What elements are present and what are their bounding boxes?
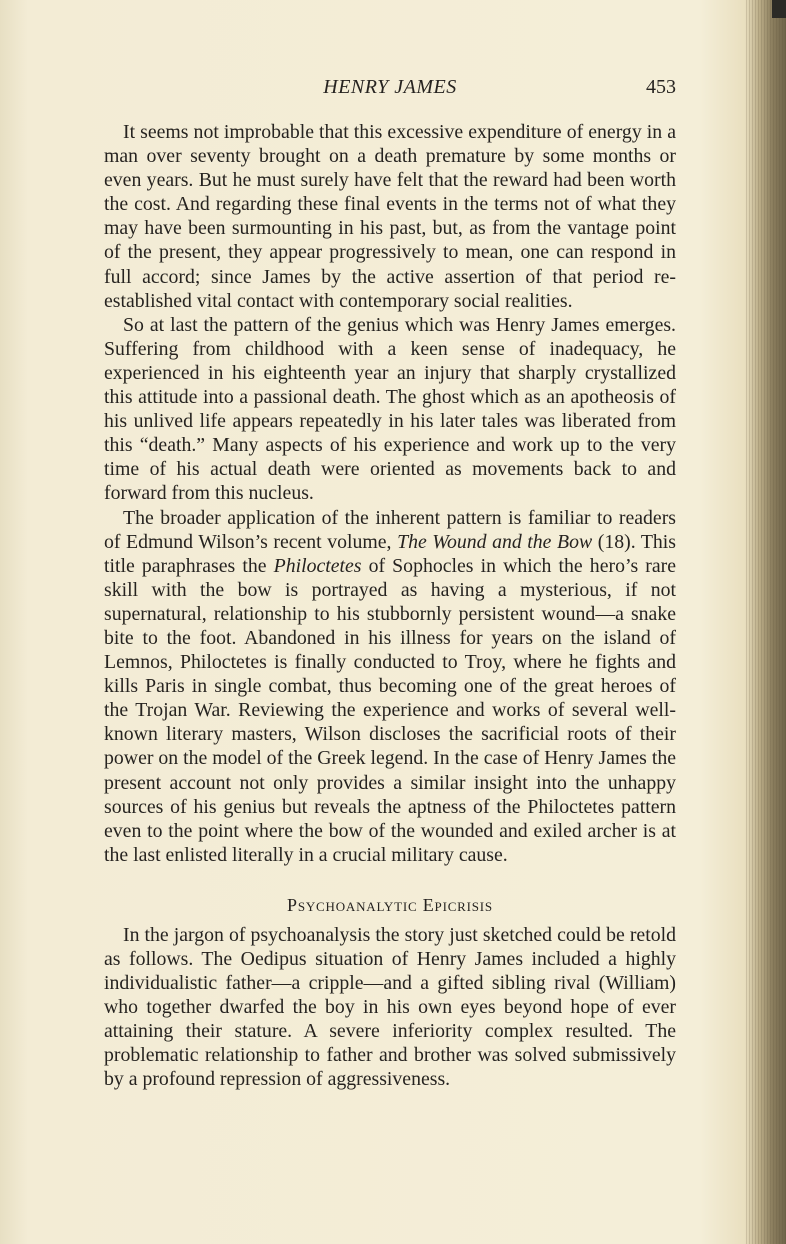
page-number: 453 — [646, 76, 676, 98]
paragraph-1: It seems not improbable that this excessive expenditure of energy in a man over seventy brought on a death premature by some months or even years. But he must surely have felt that the reward had been worth the cost. And regarding these final events in the terms not of what they may have been surmounting in his past, but, as from the vantage point of the present, they appear progressively to mean, one can respond in full accord; since James by the active assertion of that period re-established vital contact with contemporary social realities. — [104, 121, 676, 312]
corner-mark — [772, 0, 786, 18]
paragraph-2: So at last the pattern of the genius which was Henry James emerges. Suffering from childhood with a keen sense of inadequacy, he experienced in his eighteenth year an injury that sharply crystallized this attitude into a passional death. The ghost which as an apotheosis of his unlived life appears repeatedly in his later tales was liberated from this “death.” Many aspects of his experience and work up to the very time of his actual death were oriented as movements back to and forward from this nucleus. — [104, 313, 676, 505]
running-head: HENRY JAMES — [323, 76, 457, 98]
book-gutter — [746, 0, 786, 1244]
paragraph-4: In the jargon of psychoanalysis the story just sketched could be retold as follows. The Oedipus situation of Henry James included a highly individualistic father—a cripple—and a gifted sibling rival (William) who together dwarfed the boy in his own eyes beyond hope of ever attaining their stature. A severe inferiority complex resulted. The problematic relationship to father and brother was solved submissively by a profound repression of aggressiveness. — [104, 923, 676, 1091]
paragraph-3-text-after: of Sophocles in which the hero’s rare skill with the bow is portrayed as having a mysterious, if not supernatural, relationship to his stubbornly persistent wound—a snake bite to the foot. Abandoned in his illness for years on the island of Lemnos, Philoctetes is finally conducted to Troy, where he fights and kills Paris in single combat, thus becoming one of the great heroes of the Trojan War. Reviewing the experience and works of several well-known literary masters, Wilson discloses the sacrificial roots of their power on the model of the Greek legend. In the case of Henry James the present account not only provides a similar insight into the unhappy sources of his genius but reveals the aptness of the Philoctetes pattern even to the point where the bow of the wounded and exiled archer is at the last enlisted literally in a crucial military cause. — [104, 554, 676, 866]
body-text — [104, 120, 676, 1092]
paragraph-3-text-middle: (18). This title paraphrases the — [104, 530, 677, 577]
page-header — [104, 76, 676, 102]
paragraph-3 — [104, 506, 676, 867]
book-title-wound-and-bow: The Wound and the Bow — [397, 530, 593, 553]
section-heading: Psychoanalytic Epicrisis — [287, 894, 493, 915]
play-title-philoctetes: Philoctetes — [273, 554, 362, 577]
paragraph-3-text-before: The broader application of the inherent pattern is familiar to readers of Edmund Wilson’s recent volume, — [104, 506, 676, 553]
